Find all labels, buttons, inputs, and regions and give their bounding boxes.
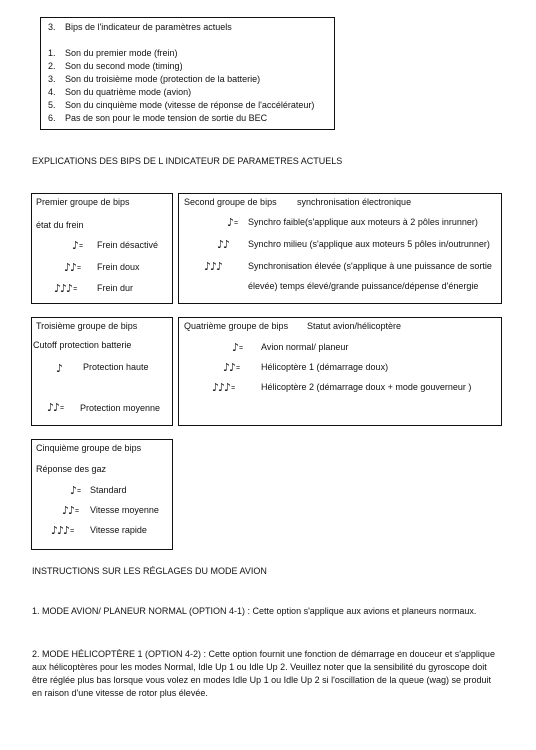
beep-two-icon: ♪♪= (64, 261, 82, 274)
group2-row: Synchro faible(s'applique aux moteurs à 2 pôles inrunner) (248, 217, 478, 227)
group4-row: Avion normal/ planeur (261, 342, 349, 352)
group3-row: Protection haute (83, 362, 149, 372)
list-item-number: 3. (48, 74, 56, 84)
list-item: Pas de son pour le mode tension de sortie du BEC (65, 113, 268, 123)
beep-three-icon: ♪♪♪= (212, 381, 236, 394)
beep-one-icon: ♪= (72, 239, 84, 252)
list-item: Son du quatrième mode (avion) (65, 87, 192, 97)
list-item-number: 1. (48, 48, 56, 58)
group4-row: Hélicoptère 2 (démarrage doux + mode gouverneur ) (261, 382, 472, 392)
group2-row: Synchronisation élevée (s'applique à une puissance de sortie (248, 261, 492, 271)
beep-one-icon: ♪= (70, 484, 82, 497)
paragraph-option-4-2: 2. MODE HÉLICOPTÈRE 1 (OPTION 4-2) : Cette option fournit une fonction de démarrage en douceur et s'applique aux hélicoptères pour les modes Normal, Idle Up 1 ou Idle Up 2. Veuillez noter que la sensibilité du gyroscope doit être réglée plus bas lorsque vous volez en modes Idle Up 1 ou Idle Up 2 si l'oscillation de la queue (wag) se produit en raison d'une vitesse de rotor plus élevée. (32, 649, 495, 698)
beep-one-icon: ♪= (232, 341, 244, 354)
group3-subtitle: Cutoff protection batterie (33, 340, 132, 350)
beep-one-icon: ♪= (227, 216, 239, 229)
list-item-number: 5. (48, 100, 56, 110)
beep-three-icon: ♪♪♪= (54, 282, 78, 295)
group4-row: Hélicoptère 1 (démarrage doux) (261, 362, 389, 372)
group2-subtitle: synchronisation électronique (297, 197, 412, 207)
group1-row: Frein désactivé (97, 240, 159, 250)
instructions-heading: INSTRUCTIONS SUR LES RÉGLAGES DU MODE AVION (32, 566, 267, 576)
group1-row: Frein doux (97, 262, 140, 272)
beep-one-icon: ♪ (56, 362, 63, 375)
group2-row: Synchro milieu (s'applique aux moteurs 5 pôles in/outrunner) (248, 239, 490, 249)
list-header: Bips de l'indicateur de paramètres actuels (65, 22, 232, 32)
group5-row: Vitesse moyenne (90, 505, 159, 515)
group3-row: Protection moyenne (80, 403, 161, 413)
paragraph-option-4-1: 1. MODE AVION/ PLANEUR NORMAL (OPTION 4-1) : Cette option s'applique aux avions et planeurs normaux. (32, 606, 477, 616)
group2-box (178, 193, 502, 304)
list-item-number: 4. (48, 87, 56, 97)
list-item-number: 6. (48, 113, 56, 123)
group5-title: Cinquième groupe de bips (36, 443, 142, 453)
group2-continuation: élevée) temps élevé/grande puissance/dépense d'énergie (248, 281, 479, 291)
list-item-number: 2. (48, 61, 56, 71)
group3-title: Troisième groupe de bips (36, 321, 138, 331)
group5-subtitle: Réponse des gaz (36, 464, 107, 474)
beep-three-icon: ♪♪♪= (51, 524, 75, 537)
list-item: Son du premier mode (frein) (65, 48, 178, 58)
group1-row: Frein dur (97, 283, 134, 293)
group4-title: Quatrième groupe de bips (184, 321, 289, 331)
group1-title: Premier groupe de bips (36, 197, 130, 207)
list-item: Son du troisième mode (protection de la batterie) (65, 74, 261, 84)
group1-box (31, 193, 173, 304)
group5-row: Vitesse rapide (90, 525, 147, 535)
group5-row: Standard (90, 485, 127, 495)
beep-two-icon: ♪♪ (217, 238, 230, 251)
group5-box (31, 439, 173, 550)
beep-two-icon: ♪♪= (47, 401, 65, 414)
beep-three-icon: ♪♪♪ (204, 260, 223, 273)
list-header-number: 3. (48, 22, 56, 32)
group4-box (178, 317, 502, 426)
group4-subtitle: Statut avion/hélicoptère (307, 321, 402, 331)
mode-list-box (40, 17, 335, 130)
section-heading: EXPLICATIONS DES BIPS DE L INDICATEUR DE PARAMETRES ACTUELS (32, 156, 343, 166)
list-item: Son du cinquième mode (vitesse de réponse de l'accélérateur) (65, 100, 315, 110)
group3-box (31, 317, 173, 426)
group1-subtitle: état du frein (36, 220, 84, 230)
list-item: Son du second mode (timing) (65, 61, 183, 71)
beep-two-icon: ♪♪= (223, 361, 241, 374)
beep-two-icon: ♪♪= (62, 504, 80, 517)
group2-title: Second groupe de bips (184, 197, 277, 207)
